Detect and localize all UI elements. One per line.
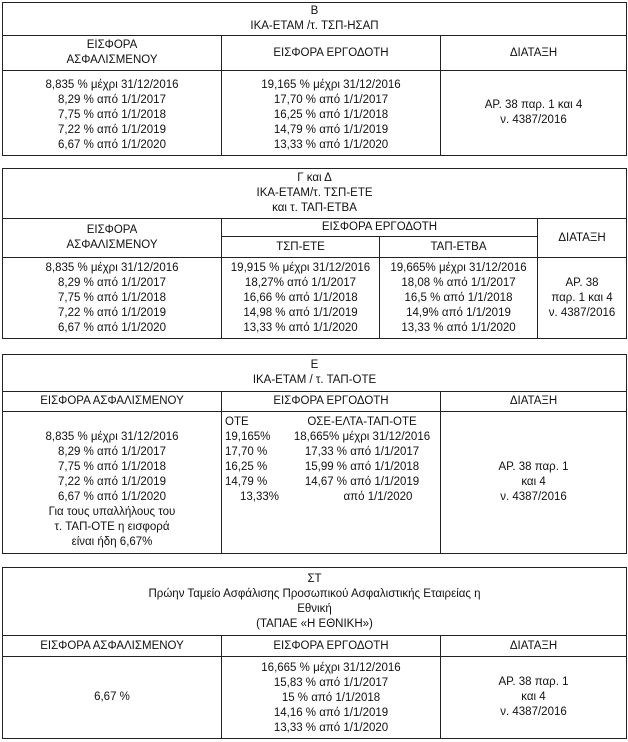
header-line: ΤΣΠ-ΕΤΕ xyxy=(276,240,325,253)
header-line: ΕΙΣΦΟΡΑ ΕΡΓΟΔΟΤΗ xyxy=(273,395,389,407)
header-line: ΔΙΑΤΑΞΗ xyxy=(509,395,558,407)
employer-rate-row xyxy=(222,475,440,490)
header-line: ΕΙΣΦΟΡΑ ΕΡΓΟΔΟΤΗ xyxy=(273,46,389,59)
rate-line: 14,79 % από 1/1/2019 xyxy=(273,124,389,136)
header-line: ΔΙΑΤΑΞΗ xyxy=(509,639,558,652)
header-line: ΕΙΣΦΟΡΑ ΕΡΓΟΔΟΤΗ xyxy=(273,639,389,652)
employer-rate-row xyxy=(222,460,440,475)
provision-line: ν. 4387/2016 xyxy=(500,491,567,503)
header-employer xyxy=(222,36,441,71)
title-line: ΙΚΑ-ΕΤΑΜ/τ. ΤΣΠ-ΕΤΕ xyxy=(256,187,373,199)
header-employer xyxy=(222,219,538,237)
note-line: είναι ήδη 6,67% xyxy=(71,536,153,548)
header-tsp-ete xyxy=(222,237,380,258)
rate-line: 16,665 % μέχρι 31/12/2016 xyxy=(261,662,401,674)
table-b xyxy=(2,2,627,156)
employer-rates-tsp-ete xyxy=(222,258,380,339)
ote-rate: 14,79 % xyxy=(225,476,268,488)
insured-rate xyxy=(3,657,222,739)
note-line: τ. ΤΑΠ-ΟΤΕ η εισφορά xyxy=(54,521,170,533)
title-line: Πρώην Ταμείο Ασφάλισης Προσωπικού Ασφαλιστικής Εταιρείας η xyxy=(148,587,481,600)
rate-line: 13,33 % από 1/1/2020 xyxy=(243,322,358,334)
rate-line: 8,29 % από 1/1/2017 xyxy=(58,446,166,458)
ote-rate: 17,70 % xyxy=(225,446,268,458)
rate-line: 8,835 % μέχρι 31/12/2016 xyxy=(45,79,179,91)
header-insured xyxy=(3,392,222,412)
note-line: Για τους υπαλλήλους του xyxy=(48,506,176,518)
header-line: ΑΣΦΑΛΙΣΜΕΝΟΥ xyxy=(66,54,158,66)
header-provision xyxy=(441,392,627,412)
rate-line: 15 % από 1/1/2018 xyxy=(281,692,381,704)
table-e xyxy=(2,354,627,554)
rate-line: 13,33 % από 1/1/2020 xyxy=(273,139,389,151)
employer-rates xyxy=(222,657,441,739)
header-tap-etva xyxy=(380,237,538,258)
rate-line: 7,75 % από 1/1/2018 xyxy=(58,109,166,121)
rate-line: 14,98 % από 1/1/2019 xyxy=(243,307,358,319)
title-line: Ε xyxy=(310,359,319,371)
provision-line: και 4 xyxy=(521,691,546,703)
rate-line: 8,835 % μέχρι 31/12/2016 xyxy=(45,262,179,274)
rate-line: 15,83 % από 1/1/2017 xyxy=(273,677,389,689)
employer-rate-row xyxy=(222,445,440,460)
header-insured xyxy=(3,36,222,71)
header-line: ΔΙΑΤΑΞΗ xyxy=(509,46,558,59)
header-provision xyxy=(441,36,627,71)
rate-line: 7,22 % από 1/1/2019 xyxy=(58,307,166,319)
header-provision xyxy=(441,636,627,657)
rate-line: 16,5 % από 1/1/2018 xyxy=(404,292,513,304)
header-line: ΕΙΣΦΟΡΑ ΑΣΦΑΛΙΣΜΕΝΟΥ xyxy=(40,639,184,652)
title-line: Γ και Δ xyxy=(297,172,332,184)
title-line: ΣΤ xyxy=(307,572,322,585)
provision-cell xyxy=(441,71,627,156)
table-b-title xyxy=(3,3,627,36)
insured-rates xyxy=(3,412,222,554)
table-e-title xyxy=(3,355,627,392)
title-line: Β xyxy=(310,5,319,17)
insured-rates xyxy=(3,258,222,339)
employer-rates-tap-etva xyxy=(380,258,538,339)
rate-line: 7,75 % από 1/1/2018 xyxy=(58,461,166,473)
header-provision xyxy=(538,219,627,258)
header-line: ΕΙΣΦΟΡΑ xyxy=(86,224,138,236)
header-line: ΕΙΣΦΟΡΑ xyxy=(86,39,138,51)
title-line: ΙΚΑ-ΕΤΑΜ /τ. ΤΣΠ-ΗΣΑΠ xyxy=(250,20,379,32)
provision-cell xyxy=(441,657,627,739)
header-line: ΔΙΑΤΑΞΗ xyxy=(558,231,606,244)
employer-rate-row xyxy=(222,430,440,445)
rate-line: 13,33 % από 1/1/2020 xyxy=(401,322,516,334)
header-insured xyxy=(3,636,222,657)
rate-line: 8,29 % από 1/1/2017 xyxy=(58,277,166,289)
other-rate: 15,99 % από 1/1/2018 xyxy=(304,461,420,473)
other-rate: 14,67 % από 1/1/2019 xyxy=(304,476,420,488)
other-rate: από 1/1/2020 xyxy=(343,491,413,503)
provision-line: ν. 4387/2016 xyxy=(548,306,616,319)
rate-line: 6,67 % από 1/1/2020 xyxy=(58,322,166,334)
rate-line: 6,67 % από 1/1/2020 xyxy=(58,491,166,503)
rate-line: 14,9% από 1/1/2019 xyxy=(406,307,511,319)
header-line: ΕΙΣΦΟΡΑ ΕΡΓΟΔΟΤΗ xyxy=(321,221,438,233)
rate-line: 18,27% από 1/1/2017 xyxy=(244,277,357,289)
other-header: ΟΣΕ-ΕΛΤΑ-ΤΑΠ-ΟΤΕ xyxy=(307,416,417,428)
rate-line: 13,33 % από 1/1/2020 xyxy=(273,722,389,734)
rate-line: 19,665% μέχρι 31/12/2016 xyxy=(390,262,527,274)
rate-line: 7,22 % από 1/1/2019 xyxy=(58,476,166,488)
employer-rates xyxy=(222,71,441,156)
employer-subheader-row xyxy=(222,415,440,430)
rate-line: 16,25 % από 1/1/2018 xyxy=(273,109,389,121)
provision-line: ΑΡ. 38 παρ. 1 και 4 xyxy=(484,99,583,111)
ote-rate: 19,165% xyxy=(225,431,271,443)
provision-line: ΑΡ. 38 παρ. 1 xyxy=(498,676,569,688)
ote-rate: 16,25 % xyxy=(225,461,268,473)
provision-cell xyxy=(441,412,627,554)
ote-rate: 13,33% xyxy=(240,491,280,503)
rate-line: 18,08 % από 1/1/2017 xyxy=(401,277,516,289)
table-g-d-title xyxy=(3,169,627,219)
insured-rates xyxy=(3,71,222,156)
title-line: και τ. ΤΑΠ-ΕΤΒΑ xyxy=(272,202,357,214)
provision-line: ΑΡ. 38 xyxy=(565,276,599,289)
provision-line: ΑΡ. 38 παρ. 1 xyxy=(498,461,569,473)
header-line: ΤΑΠ-ΕΤΒΑ xyxy=(430,240,487,253)
rate-line: 17,70 % από 1/1/2017 xyxy=(273,94,389,106)
rate-line: 6,67 % xyxy=(94,691,130,703)
other-rate: 17,33 % από 1/1/2017 xyxy=(304,446,420,458)
title-line: Εθνική xyxy=(297,602,332,615)
header-line: ΕΙΣΦΟΡΑ ΑΣΦΑΛΙΣΜΕΝΟΥ xyxy=(40,395,184,407)
table-st-title xyxy=(3,568,627,636)
rate-line: 6,67 % από 1/1/2020 xyxy=(58,139,166,151)
header-employer xyxy=(222,392,441,412)
header-line: ΑΣΦΑΛΙΣΜΕΝΟΥ xyxy=(66,239,158,251)
provision-cell xyxy=(538,258,627,339)
rate-line: 8,835 % μέχρι 31/12/2016 xyxy=(45,431,179,443)
rate-line: 7,22 % από 1/1/2019 xyxy=(58,124,166,136)
header-insured xyxy=(3,219,222,258)
rate-line: 16,66 % από 1/1/2018 xyxy=(243,292,358,304)
title-line: ΙΚΑ-ΕΤΑΜ / τ. ΤΑΠ-ΟΤΕ xyxy=(252,374,377,386)
rate-line: 14,16 % από 1/1/2019 xyxy=(273,707,389,719)
provision-line: ν. 4387/2016 xyxy=(500,114,567,126)
title-line: (ΤΑΠΑΕ «Η ΕΘΝΙΚΗ») xyxy=(256,617,373,630)
employer-rate-row xyxy=(222,490,440,505)
header-employer xyxy=(222,636,441,657)
employer-rates xyxy=(222,412,441,554)
rate-line: 8,29 % από 1/1/2017 xyxy=(58,94,166,106)
table-st xyxy=(2,567,627,739)
rate-line: 19,165 % μέχρι 31/12/2016 xyxy=(261,79,401,91)
ote-header: ΟΤΕ xyxy=(225,416,249,428)
provision-line: παρ. 1 και 4 xyxy=(551,291,613,304)
provision-line: και 4 xyxy=(521,476,546,488)
rate-line: 7,75 % από 1/1/2018 xyxy=(58,292,166,304)
table-g-d xyxy=(2,168,627,339)
provision-line: ν. 4387/2016 xyxy=(500,706,567,718)
other-rate: 18,665% μέχρι 31/12/2016 xyxy=(293,431,431,443)
rate-line: 19,915 % μέχρι 31/12/2016 xyxy=(230,262,371,274)
